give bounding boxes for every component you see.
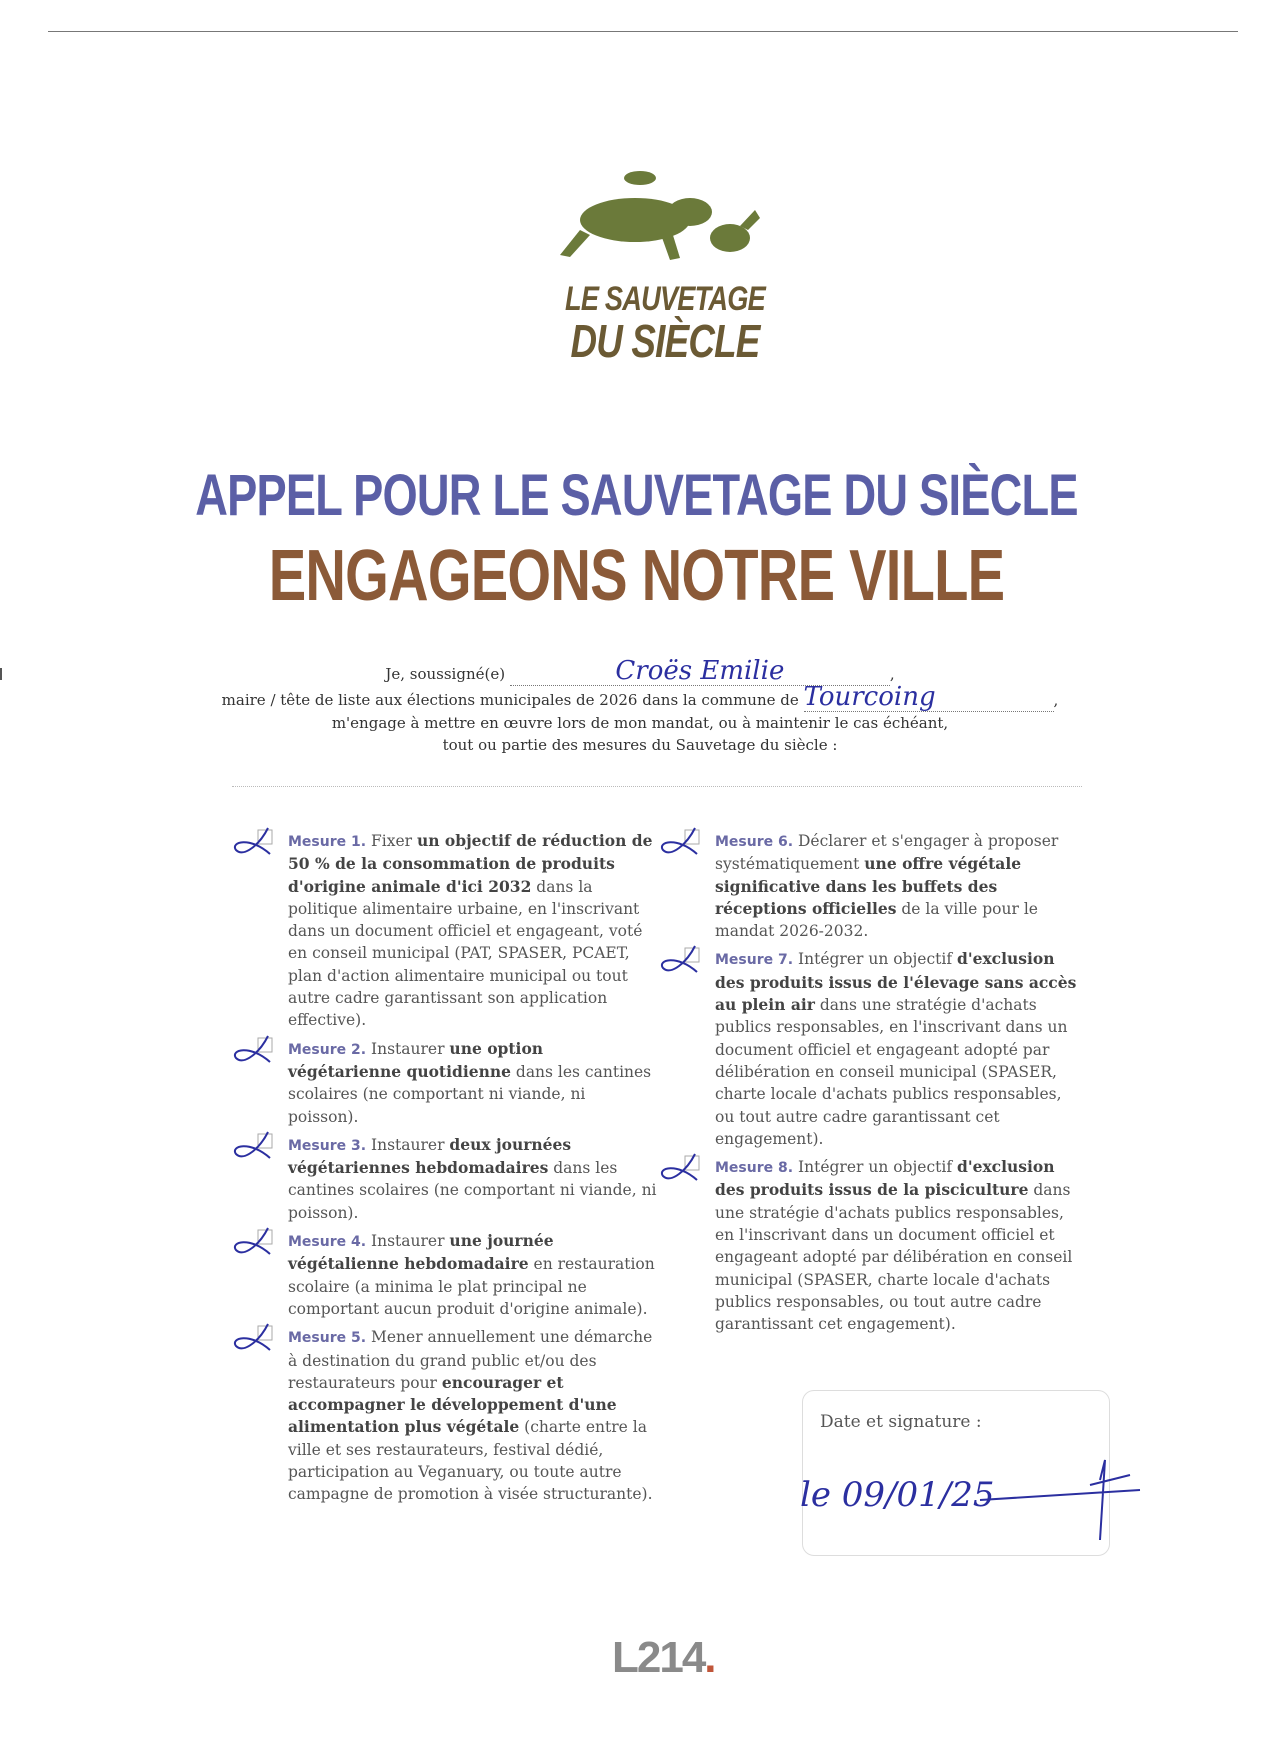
measure-text-bold: d'exclusion des produits issus de l'élevage sans accès au plein air xyxy=(715,949,1077,1015)
measure-text-bold: une option végétarienne quotidienne xyxy=(288,1038,544,1081)
measure-label: Mesure 6. xyxy=(715,834,794,850)
measure-item xyxy=(288,1326,658,1505)
measure-text: Intégrer un objectif xyxy=(793,950,957,969)
checkbox[interactable] xyxy=(230,1128,276,1168)
checkbox[interactable] xyxy=(230,1032,276,1072)
measure-text: Instaurer xyxy=(366,1135,450,1154)
intro-line-3: m'engage à mettre en œuvre lors de mon mandat, ou à maintenir le cas échéant, xyxy=(331,714,949,732)
measure-label: Mesure 5. xyxy=(288,1330,367,1347)
measure-item xyxy=(288,1038,658,1128)
measures-right-column xyxy=(715,830,1085,1342)
intro-line-2: maire / tête de liste aux élections municipales de 2026 dans la commune de Tourcoing , xyxy=(221,682,1059,712)
measure-text: dans une stratégie d'achats publics responsables, en l'inscrivant dans un document officiel et engageant adopté par délibération en conseil municipal (SPASER, charte locale d'achats publics responsables, ou tout autre cadre garantissant cet engagement). xyxy=(715,996,1068,1148)
measure-item xyxy=(288,1230,658,1320)
measures-left-column xyxy=(288,830,658,1512)
logo-wordmark xyxy=(540,280,790,367)
handwritten-check-icon xyxy=(235,1132,270,1158)
measure-text: Fixer xyxy=(366,832,417,850)
measure-text: Instaurer xyxy=(366,1232,450,1251)
handwritten-check-icon xyxy=(235,1324,270,1350)
checkbox[interactable] xyxy=(230,1224,276,1264)
handwritten-check-icon xyxy=(662,946,697,972)
measure-label: Mesure 3. xyxy=(288,1137,367,1154)
checkbox[interactable] xyxy=(230,1320,276,1360)
measure-text-bold: d'exclusion des produits issus de la pisciculture xyxy=(715,1157,1055,1200)
handwritten-check-icon xyxy=(662,1154,697,1180)
logo-line-1: LE SAUVETAGE xyxy=(565,280,765,318)
measure-label: Mesure 8. xyxy=(715,1160,794,1177)
measure-label: Mesure 7. xyxy=(715,952,794,969)
commune-field[interactable] xyxy=(803,682,1054,712)
handwritten-check-icon xyxy=(235,1036,270,1062)
measure-text: en restauration scolaire (a minima le plat principal ne comportant aucun produit d'origine animale). xyxy=(288,1255,655,1318)
measure-item xyxy=(288,1134,658,1224)
title-line-2: ENGAGEONS NOTRE VILLE xyxy=(268,536,1005,616)
checkbox[interactable] xyxy=(230,824,276,864)
measure-label: Mesure 1. xyxy=(288,834,367,850)
signature-icon xyxy=(800,1440,1160,1550)
measure-item xyxy=(288,830,658,1032)
measure-text: de la ville pour le mandat 2026-2032. xyxy=(715,899,1038,941)
commune-handwritten: Tourcoing xyxy=(803,682,936,712)
measure-text: (charte entre la ville et ses restaurateurs, festival dédié, participation au Veganuary, ou toute autre campagne de promotion à visée structurante). xyxy=(288,1418,653,1504)
scan-mark xyxy=(0,668,2,680)
divider xyxy=(232,786,1082,787)
measure-text-bold: une offre végétale significative dans les buffets des réceptions officielles xyxy=(715,854,1022,918)
measure-text: dans les cantines scolaires (ne comportant ni viande, ni poisson). xyxy=(288,1159,657,1222)
handwritten-check-icon xyxy=(662,828,697,854)
measure-text: Mener annuellement une démarche à destination du grand public et/ou des restaurateurs pour xyxy=(288,1328,653,1392)
soussigne-label: Je, soussigné(e) xyxy=(385,665,506,683)
measure-text-bold: encourager et accompagner le développement d'une alimentation plus végétale xyxy=(288,1372,617,1437)
commitment-intro xyxy=(200,656,1080,756)
brand-dot: . xyxy=(704,1633,715,1682)
measure-text: dans une stratégie d'achats publics responsables, en l'inscrivant dans un document officiel et engageant adopté par délibération en conseil municipal (SPASER, charte locale d'achats publics responsables, ou tout autre cadre garantissant cet engagement). xyxy=(715,1181,1073,1334)
measure-item xyxy=(715,948,1085,1150)
measure-text-bold: une journée végétalienne hebdomadaire xyxy=(288,1231,554,1274)
measure-text: dans les cantines scolaires (ne comportant ni viande, ni poisson). xyxy=(288,1062,652,1126)
commune-label: maire / tête de liste aux élections municipales de 2026 dans la commune de xyxy=(221,691,799,709)
title-line-1: APPEL POUR LE SAUVETAGE DU SIÈCLE xyxy=(195,463,1078,528)
date-handwritten: le 09/01/25 xyxy=(800,1475,995,1515)
handwritten-check-icon xyxy=(235,1228,270,1254)
name-handwritten: Croës Emilie xyxy=(615,656,785,686)
measure-text-bold: deux journées végétariennes hebdomadaires xyxy=(288,1134,572,1178)
measure-label: Mesure 4. xyxy=(288,1234,367,1251)
intro-line-4: tout ou partie des mesures du Sauvetage du siècle : xyxy=(442,736,838,754)
intro-line-1: Je, soussigné(e) Croës Emilie , xyxy=(385,656,895,686)
logo-line-2: DU SIÈCLE xyxy=(570,315,760,367)
handwritten-check-icon xyxy=(235,828,270,854)
signature-label: Date et signature : xyxy=(820,1412,982,1432)
measure-label: Mesure 2. xyxy=(288,1041,367,1058)
measure-text: dans la politique alimentaire urbaine, en l'inscrivant dans un document officiel et engageant, voté en conseil municipal (PAT, SPASER, PCAET, plan d'action alimentaire municipal ou tout autre cadre garantissant son application effective). xyxy=(288,877,643,1030)
brand-text: L214 xyxy=(612,1633,705,1682)
measure-item xyxy=(715,830,1085,942)
l214-logo xyxy=(612,1633,715,1683)
top-rule xyxy=(48,31,1238,32)
measure-text: Intégrer un objectif xyxy=(793,1158,957,1177)
measure-item xyxy=(715,1156,1085,1335)
measure-text: Instaurer xyxy=(366,1039,450,1058)
measure-text-bold: un objectif de réduction de 50 % de la consommation de produits d'origine animale d'ici 2032 xyxy=(288,831,653,896)
checkbox[interactable] xyxy=(657,824,703,864)
measure-text: Déclarer et s'engager à proposer systématiquement xyxy=(715,832,1059,874)
checkbox[interactable] xyxy=(657,1150,703,1190)
checkbox[interactable] xyxy=(657,942,703,982)
